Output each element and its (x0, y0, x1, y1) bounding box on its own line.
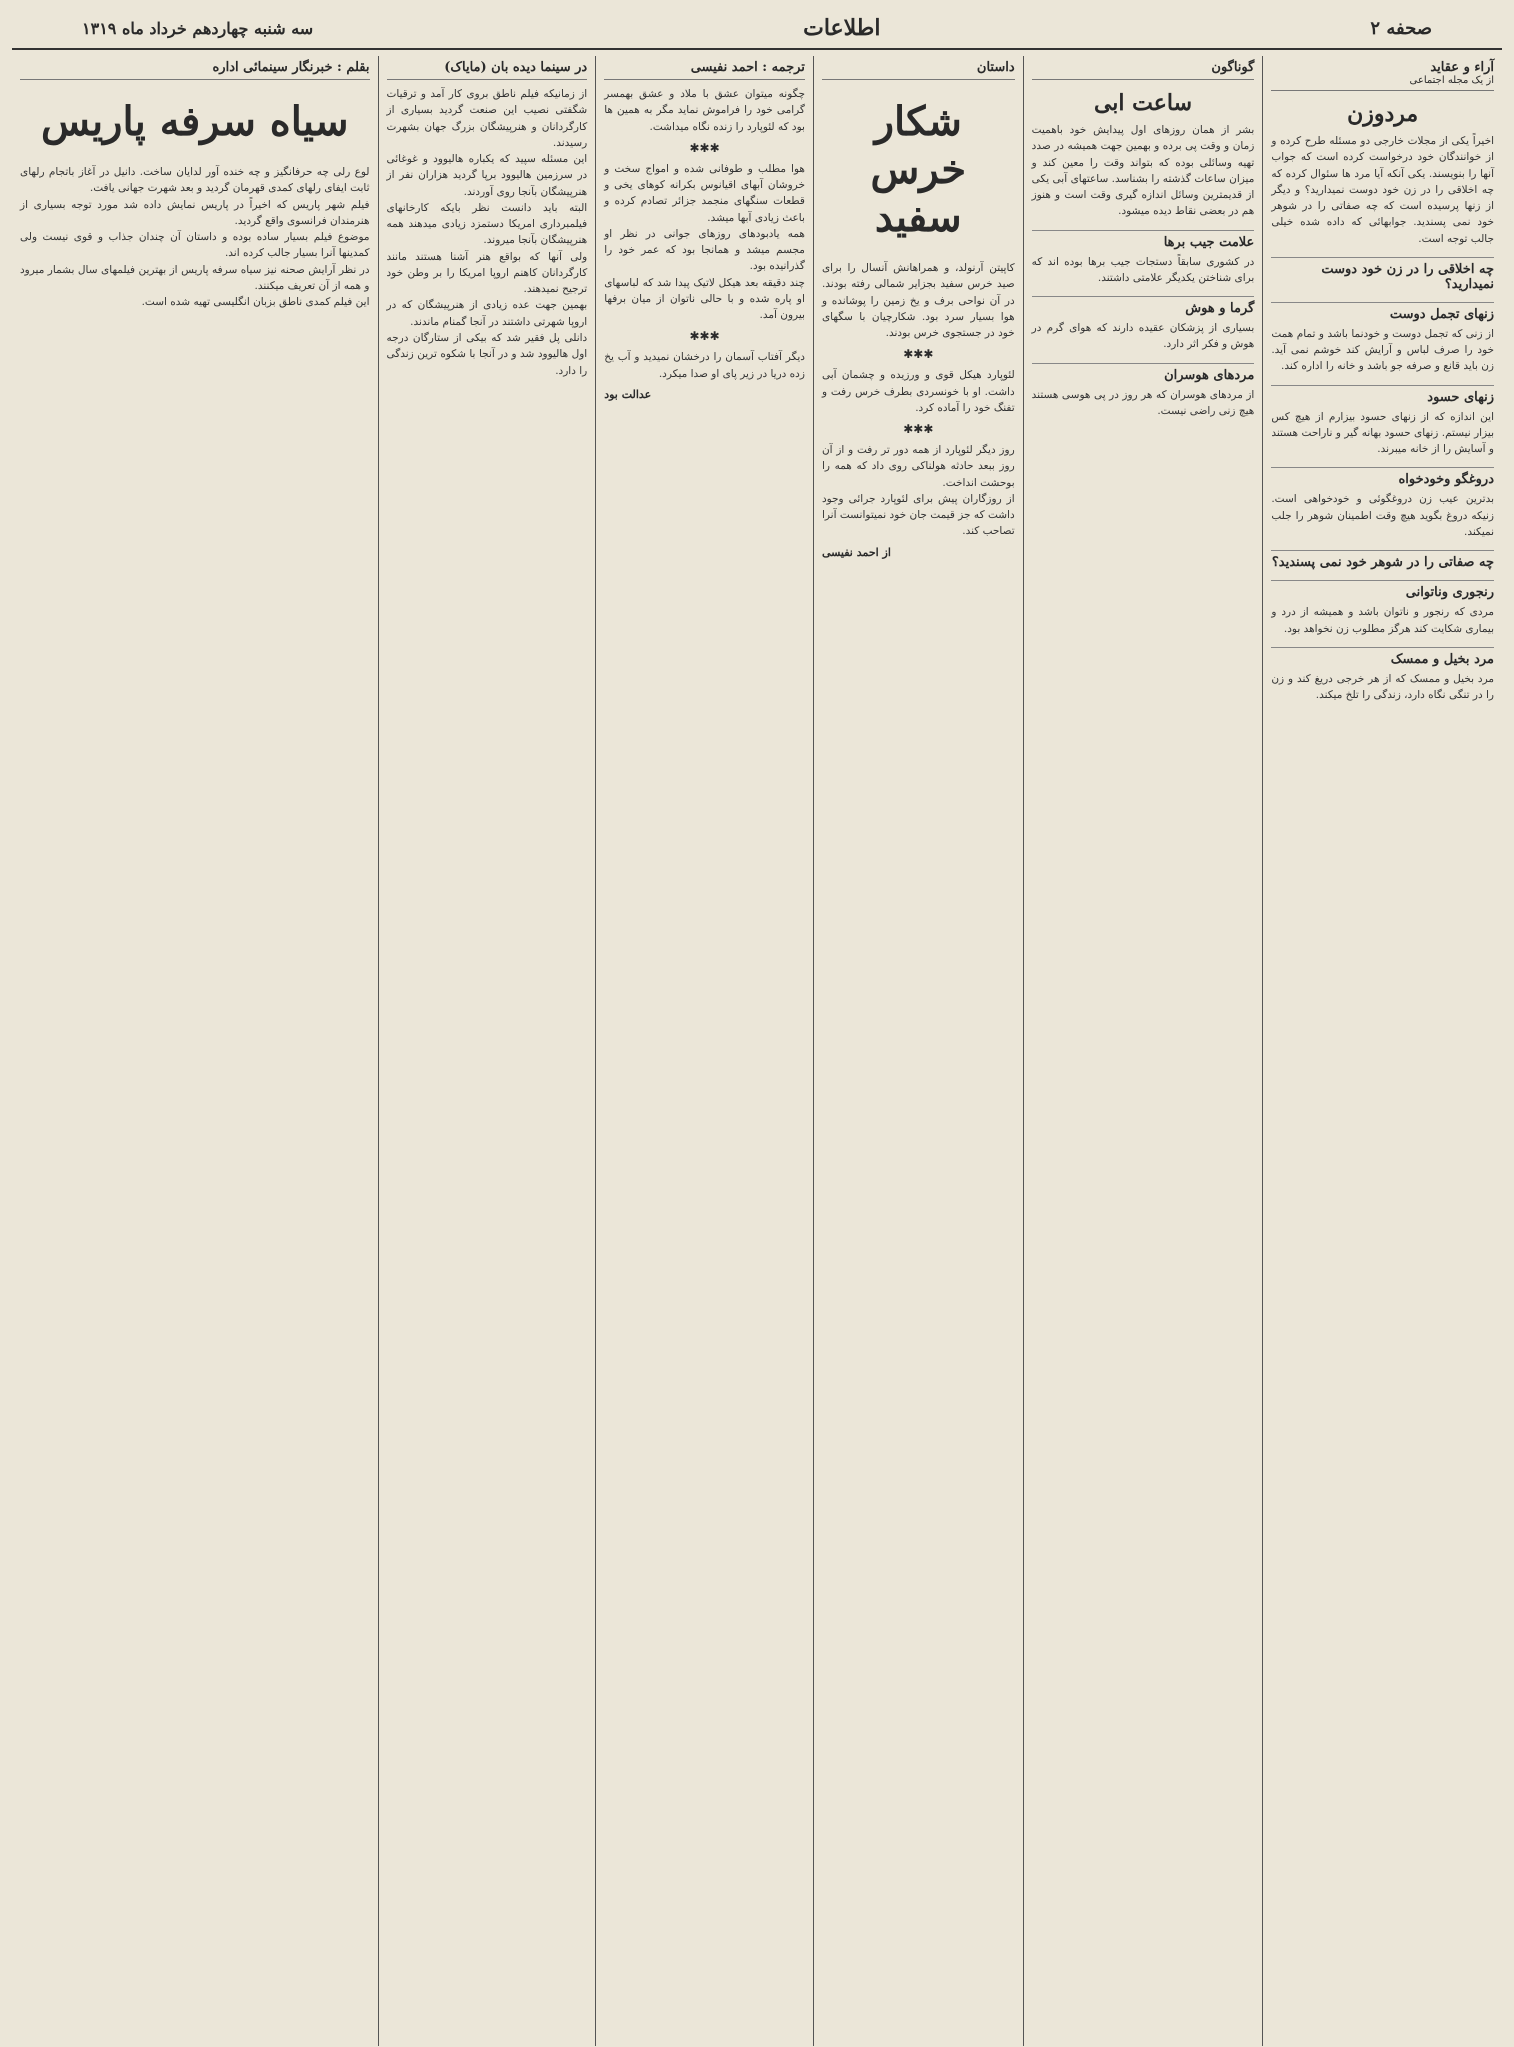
newspaper-name: اطلاعات (803, 15, 881, 41)
section-title: گوناگون (1211, 60, 1255, 75)
article-body: کاپیتن آرنولد، و همراهانش آنسال را برای صید خرس سفید بجزایر شمالی رفته بودند. در آن نواحی برف و یخ زمین را پوشانده و هوا بسیار سرد بود. شکارچیان با سگهای خود در جستجوی خرس بودند. (821, 262, 1015, 340)
section-header-miscellany (1032, 60, 1255, 80)
separator-stars: ✱✱✱ (903, 422, 934, 437)
cinema-headline: سیاه سرفه پاریس (41, 98, 349, 145)
article-body: فیلم شهر پاریس که اخیراً در پاریس نمایش داده شد مورد توجه بسیاری از هنرمندان فرانسوی واقع گردید. (20, 198, 370, 227)
article-body: بهمین جهت عده زیادی از هنرپیشگان که در اروپا شهرتی داشتند در آنجا گمنام ماندند. (386, 299, 588, 328)
article-subhead: گرما و هوش (1032, 296, 1255, 316)
article-body: ولی آنها که بواقع هنر آشنا هستند مانند کارگردانان کاهنم اروپا امریکا را بر وطن خود ترجیح نمیدهند. (386, 250, 588, 296)
article-headline: ساعت ابی (1093, 90, 1193, 116)
article-body: بسیاری از پزشکان عقیده دارند که هوای گرم در هوش و فکر اثر دارد. (1031, 322, 1255, 351)
article-signature: عدالت بود (604, 387, 652, 401)
article-headline: مردوزن (1347, 101, 1419, 127)
article-body: دانلی پل فقیر شد که بیکی از ستارگان درجه اول هالیوود شد و در آنجا با شکوه ترین زندگی را دارد. (386, 331, 588, 377)
separator-stars: ✱✱✱ (689, 329, 720, 344)
article-body: بدترین عیب زن دروغگوئی و خودخواهی است. زنیکه دروغ بگوید هیچ وقت اطمینان شوهر را جلب نمیکند. (1271, 493, 1494, 538)
article-subhead: چه صفاتی را در شوهر خود نمی پسندید؟ (1271, 550, 1494, 570)
article-body: در نظر آرایش صحنه نیز سیاه سرفه پاریس از بهترین فیلمهای سال بشمار میرود و همه از آن تعریف میکنند. (20, 263, 370, 292)
column-cinema-1 (378, 56, 596, 2046)
column-cinema-2 (12, 56, 378, 2046)
column-story-1 (813, 56, 1023, 2046)
article-subhead: رنجوری وناتوانی (1271, 580, 1494, 600)
section-title: آراء و عقاید (1430, 60, 1494, 75)
article-body: هوا مطلب و طوفانی شده و امواج سخت و خروشان آبهای اقیانوس بکرانه کوهای یخی و قطعات سنگهای منجمد جزائر تصادم کرده و باعث زیادی آبها میشد. (604, 162, 805, 224)
article-body: از زمانیکه فیلم ناطق بروی کار آمد و ترقیات شگفتی نصیب این صنعت گردید بسیاری از کارگردانان و هنرپیشگان بزرگ جهان بشهرت رسیدند. (386, 88, 588, 149)
columns (12, 56, 1502, 2046)
article-body: همه یادبودهای روزهای جوانی در نظر او مجسم میشد و همانجا بود که عمر خود را گذرانیده بود. (604, 227, 805, 273)
article-subhead: زنهای تجمل دوست (1271, 302, 1494, 322)
article-body: دیگر آفتاب آسمان را درخشان نمیدید و آب یخ زده دریا در زیر پای او صدا میکرد. (604, 351, 805, 380)
page-number: صحفه ۲ (1370, 17, 1432, 39)
section-header-story (822, 60, 1015, 80)
column-opinions (1262, 56, 1502, 2046)
section-title: در سینما دیده بان (مایاک) (444, 60, 588, 75)
article-body: این فیلم کمدی ناطق بزبان انگلیسی تهیه شده است. (141, 296, 370, 309)
article-body: در کشوری سابقاً دستجات جیب برها بوده اند که برای شناختن یکدیگر علامتی داشتند. (1031, 255, 1255, 284)
article-subhead: چه اخلاقی را در زن خود دوست نمیدارید؟ (1271, 257, 1494, 292)
section-header-opinions (1271, 60, 1494, 91)
article-body: از مردهای هوسران که هر روز در پی هوسی هستند هیچ زنی راضی نیست. (1031, 388, 1255, 417)
article-body: از زنی که تجمل دوست و خودنما باشد و تمام همت خود را صرف لباس و آرایش کند خوشم نمی آید. زن باید قانع و صرفه جو باشد و خانه را اداره کند. (1271, 327, 1494, 373)
article-subhead: مرد بخیل و ممسک (1271, 647, 1494, 667)
section-header-cinema-reporter (20, 60, 370, 80)
story-translator (604, 60, 805, 80)
article-subhead: زنهای حسود (1271, 385, 1494, 405)
issue-date: سه شنبه چهاردهم خرداد ماه ۱۳۱۹ (82, 18, 314, 38)
article-body: البته باید دانست نظر بایکه کارخانهای فیلمبرداری امریکا دستمزد زیادی میدهند همه هنرپیشگان بآنجا میروند. (386, 201, 588, 247)
article-body: این مسئله سپید که یکباره هالیوود و غوغائی در سرزمین هالیوود برپا گردید هزاران نفر از هنرپیشگان بآنجا روی آوردند. (386, 153, 588, 198)
story-title: شکار خرس سفید (870, 98, 967, 241)
article-subhead: مردهای هوسران (1032, 363, 1255, 383)
article-body: مرد بخیل و ممسک که از هر خرجی دریغ کند و زن را در تنگی نگاه دارد، زندگی را تلخ میکند. (1271, 672, 1494, 702)
article-body: روز دیگر لئوپارد از همه دور تر رفت و از آن روز ببعد حادثه هولناکی روی داد که همه را بوحشت انداخت. (821, 444, 1015, 489)
section-title: داستان (976, 60, 1015, 75)
article-subhead: دروغگو وخودخواه (1271, 467, 1494, 487)
article-body: مردی که رنجور و ناتوان باشد و همیشه از درد و بیماری شکایت کند هرگز مطلوب زن نخواهد بود. (1271, 606, 1494, 635)
article-body: چند دقیقه بعد هیکل لاتیک پیدا شد که لباسهای او پاره شده و با حالی ناتوان از میان برفها بیرون آمد. (604, 276, 805, 322)
article-body: لئوپارد هیکل قوی و ورزیده و چشمان آبی داشت. او با خونسردی بطرف خرس رفت و تفنگ خود را آماده کرد. (821, 369, 1015, 414)
article-body: چگونه میتوان عشق با ملاد و عشق بهمسر گرامی خود را فراموش نماید مگر به همین ها بود که لئوپارد را زنده نگاه میداشت. (604, 88, 805, 133)
separator-stars: ✱✱✱ (689, 140, 720, 155)
column-miscellany (1023, 56, 1263, 2046)
section-subtitle: از یک مجله اجتماعی (1409, 75, 1494, 86)
article-subhead: علامت جیب برها (1032, 230, 1255, 250)
section-title: بقلم : خبرنگار سینمائی اداره (212, 60, 370, 75)
article-signature: از احمد نفیسی (821, 545, 891, 559)
column-story-2 (595, 56, 813, 2046)
article-body: موضوع فیلم بسیار ساده بوده و داستان آن چندان جذاب و قوی نیست ولی کمدینها آنرا بسیار جالب کرده اند. (20, 231, 370, 260)
translator-credit: ترجمه : احمد نفیسی (690, 60, 805, 75)
section-header-cinema (387, 60, 588, 80)
article-body: این اندازه که از زنهای حسود بیزارم از هیچ کس بیزار نیستم. زنهای حسود بهانه گیر و ناراحت هستند و آسایش را از خانه میبرند. (1271, 410, 1494, 456)
article-body: از روزگاران پیش برای لئوپارد جرائی وجود داشت که جز قیمت جان خود نمیتوانست آنرا تصاحب کند. (821, 492, 1015, 538)
separator-stars: ✱✱✱ (903, 347, 934, 362)
article-body: اخیراً یکی از مجلات خارجی دو مسئله طرح کرده و از خوانندگان خود درخواست کرده است که جواب آنها را بنویسند. یکی آنکه آیا مرد ها سئوال کرده که چه اخلاقی را در زن خود دوست نمیدارید؟ و دیگر از زنها پرسیده است که چه صفاتی را در شوهر خود نمی پسندید. جوابهائی که داده شده خیلی جالب توجه است. (1271, 135, 1494, 245)
article-body: بشر از همان روزهای اول پیدایش خود باهمیت زمان و وقت پی برده و بهمین جهت همیشه در صدد تهیه وسائلی بوده که بتواند وقت را معین کند و میزان ساعات گذشته را بشناسد. ساعتهای آبی یکی از قدیمترین وسائل اندازه گیری وقت است و هنوز هم در بعضی نقاط دیده میشود. (1031, 124, 1255, 218)
masthead (12, 8, 1502, 50)
article-body: لوع رلی چه حرفانگیز و چه خنده آور لدایان ساخت. دانیل در آغاز باتجام رلهای ثابت ایفای رلهای کمدی قهرمان گردید و بعد شهرت جهانی یافت. (20, 166, 370, 195)
